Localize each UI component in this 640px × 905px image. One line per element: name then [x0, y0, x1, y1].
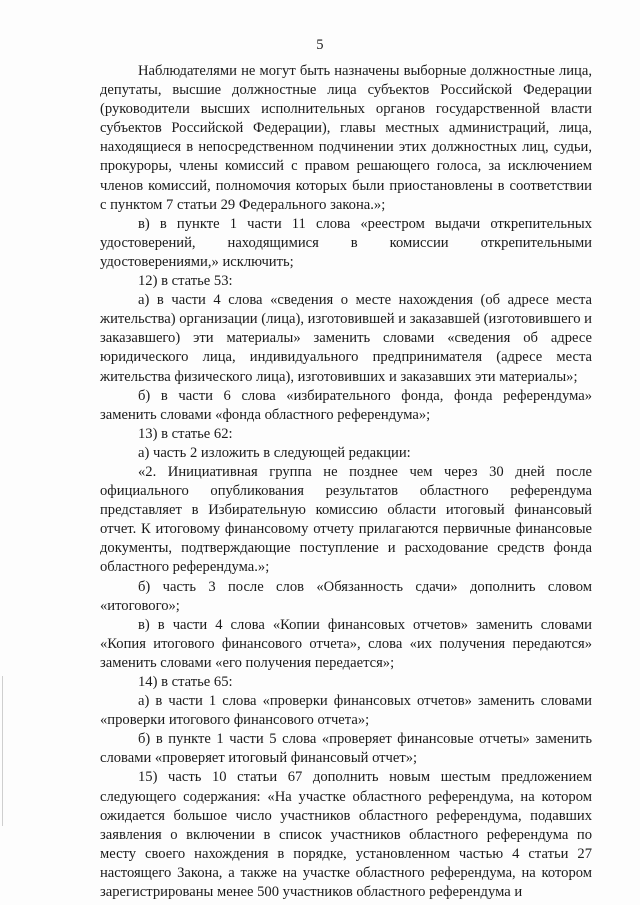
paragraph: а) в части 1 слова «проверки финансовых отчетов» заменить словами «проверки итогового финансового отчета»;	[100, 693, 592, 729]
paragraph: а) часть 2 изложить в следующей редакции:	[138, 444, 411, 461]
paragraph: в) в пункте 1 части 11 слова «реестром выдачи открепительных удостоверений, находящимися в комиссии открепительными удостоверениями,» исключить;	[100, 215, 592, 270]
page-number: 5	[316, 37, 324, 53]
document-body	[100, 62, 592, 902]
scan-edge-line	[2, 676, 3, 826]
paragraph: б) в части 6 слова «избирательного фонда, фонда референдума» заменить словами «фонда областного референдума»;	[100, 387, 592, 423]
paragraph: 15) часть 10 статьи 67 дополнить новым шестым предложением следующего содержания: «На участке областного референдума, на котором ожидается большое число участников областного референдума, подавших заявления о включении в список участников областного референдума по месту своего нахождения в порядке, установленном частью 4 статьи 27 настоящего Закона, а также на участке областного референдума, на котором зарегистрированы менее 500 участников областного референдума и	[100, 769, 592, 901]
paragraph: б) часть 3 после слов «Обязанность сдачи» дополнить словом «итогового»;	[100, 578, 592, 614]
paragraph: 12) в статье 53:	[138, 273, 233, 290]
paragraph: в) в части 4 слова «Копии финансовых отчетов» заменить словами «Копия итогового финансового отчета», слова «их получения передаются» заменить словами «его получения передается»;	[100, 616, 592, 671]
paragraph: а) в части 4 слова «сведения о месте нахождения (об адресе места жительства) организации (лица), изготовившей и заказавшей (изготовившего и заказавшего) эти материалы» заменить словами «сведения об адресе юридического лица, индивидуального предпринимателя (адресе места жительства физического лица), изготовивших и заказавших эти материалы»;	[100, 292, 592, 385]
paragraph: 13) в статье 62:	[138, 425, 233, 442]
paragraph: 14) в статье 65:	[138, 674, 233, 690]
paragraph: «2. Инициативная группа не позднее чем через 30 дней после официального опубликования результатов областного референдума представляет в Избирательную комиссию области итоговый финансовый отчет. К итоговому финансовому отчету прилагаются первичные финансовые документы, подтверждающие поступление и расходование средств фонда областного референдума.»;	[100, 463, 592, 576]
paragraph: Наблюдателями не могут быть назначены выборные должностные лица, депутаты, высшие должностные лица субъектов Российской Федерации (руководители высших исполнительных органов государственной власти субъектов Российской Федерации), главы местных администраций, лица, находящиеся в непосредственном подчинении этих должностных лиц, судьи, прокуроры, члены комиссий с правом решающего голоса, за исключением членов комиссий, полномочия которых были приостановлены в соответствии с пунктом 7 статьи 29 Федерального закона.»;	[100, 63, 592, 213]
paragraph: б) в пункте 1 части 5 слова «проверяет финансовые отчеты» заменить словами «проверяет итоговый финансовый отчет»;	[100, 731, 592, 767]
